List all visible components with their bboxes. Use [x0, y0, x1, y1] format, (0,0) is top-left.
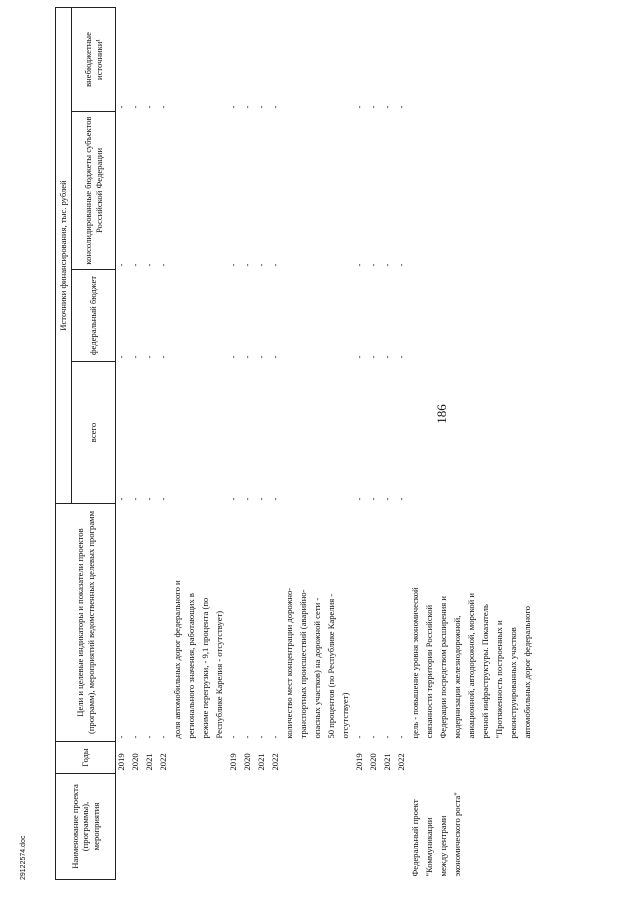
indicator-text-row — [466, 7, 480, 879]
page-number: 186 — [434, 404, 449, 424]
total-cell: - — [353, 497, 364, 501]
indicator-cell: - — [367, 735, 378, 739]
table-row — [144, 7, 158, 879]
total-cell: - — [367, 497, 378, 501]
federal-cell: - — [241, 355, 252, 359]
year-cell: 2022 — [269, 753, 280, 771]
regional-cell: - — [143, 263, 154, 267]
total-cell: - — [241, 497, 252, 501]
table-row — [256, 7, 270, 879]
indicator-text-line: цель - повышение уровня экономической — [409, 587, 420, 739]
offbudget-cell: - — [129, 105, 140, 109]
federal-cell: - — [157, 355, 168, 359]
project-text-row — [452, 7, 466, 879]
indicator-text-row — [200, 7, 214, 879]
offbudget-cell: - — [227, 105, 238, 109]
indicator-cell: - — [241, 735, 252, 739]
table-row — [270, 7, 284, 879]
indicator-text-row — [214, 7, 228, 879]
indicator-text-row — [326, 7, 340, 879]
indicator-text-line: 50 процентов (по Республике Карелия - — [325, 593, 336, 739]
indicator-text-row — [298, 7, 312, 879]
year-cell: 2020 — [241, 753, 252, 771]
header-federal-budget: федеральный бюджет — [72, 270, 116, 362]
indicator-cell: - — [381, 735, 392, 739]
indicator-text-row — [186, 7, 200, 879]
table-row — [116, 7, 130, 879]
header-project-name: Наименование проекта (программы), мероприятия — [56, 774, 116, 880]
table-row — [242, 7, 256, 879]
indicator-text-line: количество мест концентрации дорожно- — [283, 587, 294, 739]
total-cell: - — [157, 497, 168, 501]
indicator-cell: - — [353, 735, 364, 739]
regional-cell: - — [381, 263, 392, 267]
offbudget-cell: - — [269, 105, 280, 109]
indicator-cell: - — [157, 735, 168, 739]
project-text-row — [424, 7, 438, 879]
indicator-cell: - — [129, 735, 140, 739]
regional-cell: - — [367, 263, 378, 267]
total-cell: - — [116, 497, 126, 501]
footer-filename: 29122574.doc — [20, 835, 27, 880]
offbudget-cell: - — [353, 105, 364, 109]
federal-cell: - — [143, 355, 154, 359]
regional-cell: - — [227, 263, 238, 267]
federal-cell: - — [367, 355, 378, 359]
financing-table — [55, 7, 536, 880]
table-row — [368, 7, 382, 879]
header-goals: Цели и целевые индикаторы и показатели проектов (программ), мероприятий ведомственных целевых программ — [56, 504, 116, 742]
offbudget-cell: - — [116, 105, 126, 109]
indicator-text-line: Федерации посредством расширения и — [437, 596, 448, 739]
indicator-text-line: модернизации железнодорожной, — [451, 615, 462, 739]
year-cell: 2020 — [367, 753, 378, 771]
federal-cell: - — [269, 355, 280, 359]
indicator-cell: - — [143, 735, 154, 739]
header-years: Годы — [56, 742, 116, 774]
rotated-page — [0, 8, 608, 880]
table-row — [396, 7, 410, 879]
header-financing-group: Источники финансирования, тыс. рублей — [56, 7, 72, 503]
year-cell: 2021 — [255, 753, 266, 771]
federal-cell: - — [381, 355, 392, 359]
indicator-text-row — [508, 7, 522, 879]
indicator-cell: - — [227, 735, 238, 739]
indicator-text-line: регионального значения, работающих в — [185, 593, 196, 739]
indicator-cell: - — [269, 735, 280, 739]
year-cell: 2019 — [227, 753, 238, 771]
table-row — [354, 7, 368, 879]
project-name-line: между центрами — [437, 815, 448, 877]
federal-cell: - — [255, 355, 266, 359]
regional-cell: - — [395, 263, 406, 267]
year-cell: 2020 — [129, 753, 140, 771]
indicator-text-line: авиационной, автодорожной, морской и — [465, 592, 476, 739]
indicator-text-line: реконструированных участков — [507, 627, 518, 739]
indicator-text-row — [522, 7, 536, 879]
offbudget-cell: - — [143, 105, 154, 109]
indicator-text-line: отсутствует) — [339, 692, 350, 739]
federal-cell: - — [353, 355, 364, 359]
offbudget-cell: - — [241, 105, 252, 109]
offbudget-cell: - — [395, 105, 406, 109]
year-cell: 2021 — [143, 753, 154, 771]
indicator-cell: - — [255, 735, 266, 739]
project-name-line: "Коммуникации — [423, 817, 434, 877]
indicator-cell: - — [395, 735, 406, 739]
year-cell: 2021 — [381, 753, 392, 771]
project-text-row — [410, 7, 424, 879]
regional-cell: - — [129, 263, 140, 267]
total-cell: - — [395, 497, 406, 501]
regional-cell: - — [269, 263, 280, 267]
federal-cell: - — [116, 355, 126, 359]
total-cell: - — [381, 497, 392, 501]
year-cell: 2022 — [157, 753, 168, 771]
total-cell: - — [227, 497, 238, 501]
total-cell: - — [143, 497, 154, 501]
year-cell: 2019 — [116, 753, 126, 771]
regional-cell: - — [241, 263, 252, 267]
table-row — [382, 7, 396, 879]
regional-cell: - — [157, 263, 168, 267]
federal-cell: - — [129, 355, 140, 359]
indicator-text-line: речной инфраструктуры. Показатель — [479, 604, 490, 739]
indicator-text-row — [312, 7, 326, 879]
indicator-text-row — [494, 7, 508, 879]
federal-cell: - — [227, 355, 238, 359]
regional-cell: - — [353, 263, 364, 267]
project-name-line: Федеральный проект — [409, 799, 420, 877]
offbudget-cell: - — [367, 105, 378, 109]
indicator-text-row — [340, 7, 354, 879]
indicator-text-line: "Протяженность построенных и — [493, 620, 504, 739]
project-name-line: экономического роста" — [451, 792, 462, 877]
indicator-text-line: доля автомобильных дорог федерального и — [171, 580, 182, 739]
table-row — [158, 7, 172, 879]
total-cell: - — [269, 497, 280, 501]
indicator-text-row — [480, 7, 494, 879]
total-cell: - — [129, 497, 140, 501]
indicator-text-row — [172, 7, 186, 879]
header-total: всего — [72, 362, 116, 504]
table-row — [130, 7, 144, 879]
indicator-text-line: автомобильных дорог федерального — [521, 606, 532, 739]
year-cell: 2022 — [395, 753, 406, 771]
year-cell: 2019 — [353, 753, 364, 771]
indicator-text-line: опасных участков) на дорожной сети - — [311, 597, 322, 739]
total-cell: - — [255, 497, 266, 501]
federal-cell: - — [395, 355, 406, 359]
indicator-text-line: режиме перегрузки, - 9,1 процента (по — [199, 597, 210, 739]
offbudget-cell: - — [255, 105, 266, 109]
offbudget-cell: - — [157, 105, 168, 109]
project-text-row — [438, 7, 452, 879]
indicator-cell: - — [116, 735, 126, 739]
table-row — [228, 7, 242, 879]
indicator-text-row — [284, 7, 298, 879]
indicator-text-line: транспортных происшествий (аварийно- — [297, 589, 308, 739]
regional-cell: - — [116, 263, 126, 267]
indicator-text-line: Республике Карелия - отсутствует) — [213, 610, 224, 739]
header-offbudget: внебюджетные источники¹ — [72, 7, 116, 111]
indicator-text-line: связанности территории Российской — [423, 604, 434, 739]
header-regional-budgets: консолидированные бюджеты субъектов Российской Федерации — [72, 112, 116, 270]
offbudget-cell: - — [381, 105, 392, 109]
regional-cell: - — [255, 263, 266, 267]
